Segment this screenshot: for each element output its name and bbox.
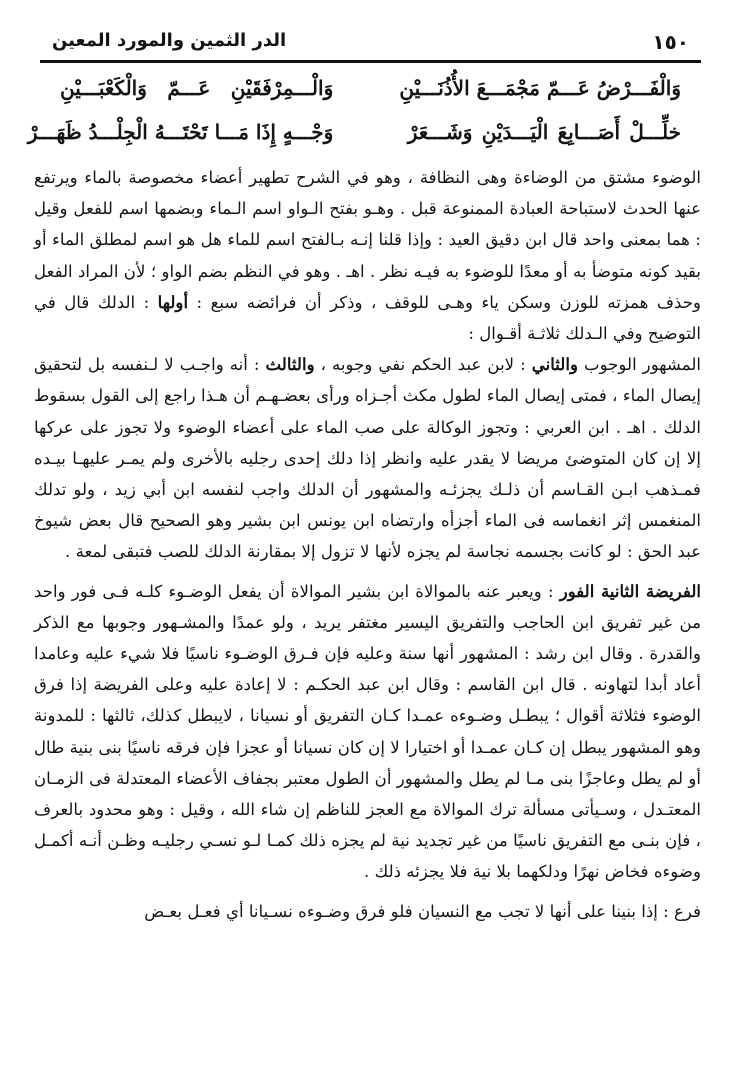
paragraph-text: الوضوء مشتق من الوضاءة وهى النظافة ، وهو في الشرح تطهير أعضاء مخصوصة بالماء ويرتفع عنها الحدث لاستباحة العبادة الممنوعة قبل . وهـو بفتح الـواو اسم الـماء وبضمها اسم للفعل وقيل : هما بمعنى واحد قال ابن دقيق العيد : وإذا قلنا إنـه بـالفتح اسم للماء هل هو اسم لمطلق الماء أو بقيد كونه متوضأ به أو معدًا للوضوء به فيـه نظر . اهـ . وهو في النظم بضم الواو ؛ لأن المراد الفعل وحذف همزته للوزن وسكن ياء وهـى للوقف ، وذكر أن فرائضه سبع : [34,168,701,312]
paragraph-text: فرع : إذا بنينا على أنها لا تجب مع النسيان فلو فرق وضـوءه نسـيانا أي فعـل بعـض [144,901,701,921]
paragraph-second-obligation [34,576,701,888]
bold-term: والثاني [531,354,578,375]
verse-first-hemistich: وَالْفَـــرْضُ عَـــمّ مَجْمَـــعَ الأُذُنَـــيْنِ [399,76,681,100]
paragraph-text: : ويعبر عنه بالموالاة ابن بشير الموالاة أن يفعل الوضـوء كلـه فـى فور واحد من غير تفريق ابن الحاجب والتفريق اليسير مغتفر يريد ، ولو عمدًا والمشـهور وجوبها مع الذكر والقدرة . وقال ابن رشد : المشهور أنها سنة وعليه فإن فـرق الوضـوء ناسيًا فلا شيء عليه وعامدا أعاد أبدا لتهاونه . قال ابن القاسم : وقال ابن عبد الحكـم : لا إعادة عليه وعلى الفريضة إذا فرق الوضوء فثلاثة أقوال ؛ يبطـل وضـوءه عمـدا كـان التفريق أو نسيانا ، لايبطل كذلك، ثالثها : للمدونة وهو المشهور يبطل إن كـان عمـدا أو اختيارا لا إن كان نسيانا أو عجزا فإن فرقه ناسيًا بنى بنية طال أو لم يطل وعاجزًا بنى مـا لم يطل والمشهور أن الطول معتبر بجفاف الأعضاء المعتدلة فى الزمـان المعتـدل ، وسـيأتى مسألة ترك الموالاة مع العجز للناظم إن شاء الله ، وقيل : وهو محدود بالعرف ، فإن بنـى مع التفريق ناسيًا من غير تجديد نية لم يجزه ذلك كمـا لـو نسـي رجليـه وظـن أنـه أكمـل وضوءه فخاض نهرًا ودلكهما بلا نية فلا يجزئه ذلك . [34,581,701,882]
commentary-text [34,162,701,927]
paragraph-text: المشهور الوجوب [583,355,701,375]
paragraph-text: : الدلك قال في التوضيح وفي الـدلك ثلاثـة أقـوال : [34,292,701,344]
verse-line [40,66,701,110]
verse-line [27,110,701,154]
page-header [40,28,701,63]
paragraph-text: : أنه واجـب لا لـنفسه بل لتحقيق إيصال الماء ، فمتى إيصال الماء لطول مكث أجـزاه ورأى بعضـهـم أن هـذا راجع إلى القول بسقوط الدلك . اهـ . ابن العربي : وتجوز الوكالة على صب الماء على أعضاء الوضوء ولا تجوز على عركها إلا إن كان المتوضئ مريضا لا يقدر عليه وانظر إذا دلك إحدى رجليه بالأخرى ولم يمـر عليهـا بيـده فمـذهب ابـن القـاسم أن ذلـك يجزئـه والمشهور أن الدلك واجب لنفسه ابن أبي زيد ، ولو تدلك المنغمس إثر انغماسه فى الماء أجزأه وارتضاه ابن يونس ابن بشير وهو الصحيح قال بعض شيوخ عبد الحق : لو كانت بجسمه نجاسة لم يجزه لأنها لا تزول إلا بمقارنة الدلك للصب فتبقى لمعة . [34,355,701,562]
verse-second-hemistich: وَالْـــمِرْفَقَيْنِ عَـــمّ وَالْكَعْبَـــيْنِ [60,76,334,100]
paragraph-dalk [34,349,701,567]
bold-term: والثالث [265,354,315,375]
bold-term: أولها [157,291,189,312]
page-number: ١٥٠ [652,30,689,54]
paragraph-wudu-definition [34,162,701,349]
book-title: الدر الثمين والمورد المعين [52,30,287,51]
bold-term: الفريضة الثانية الفور [559,580,701,601]
verse-second-hemistich: وَجْـــهٍ إِذَا مَـــا تَحْتَـــهُ الْجِلْـــدُ ظَهَـــرْ [27,120,334,144]
paragraph-subissue [34,896,701,927]
verse-first-hemistich: خلِّـــلْ أَصَـــابِعَ الْيَـــدَيْنِ وَشَـــعَرْ [407,120,681,144]
paragraph-text: : لابن عبد الحكم نفي وجوبه ، [320,355,526,375]
poem-verses [27,66,701,154]
